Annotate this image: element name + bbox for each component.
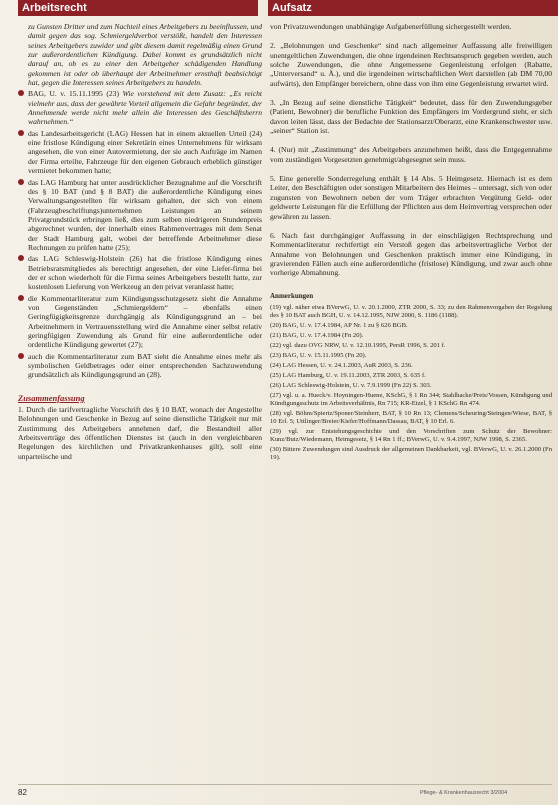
bullet-icon bbox=[18, 130, 24, 136]
footnote: (28) vgl. Böhm/Spiertz/Sponer/Steinherr, BAT, § 10 Rn 13; Clemens/Scheuring/Steingen/Wiese, BAT, § 10 Erl. 5; Uttlinger/Breier/Kiefer/Hoffmann/Dassau, BAT, § 10 Erl. 6. bbox=[270, 409, 552, 425]
notes-heading: Anmerkungen bbox=[270, 291, 314, 300]
bullet-item bbox=[18, 178, 262, 253]
intro-paragraph: zu Gunsten Dritter und zum Nachteil eines Arbeitgebers zu beeinflussen, und damit gegen das sog. Schmiergeldverbot verstößt, handelt den Interessen seines Arbeitgebers zuwider und gibt diesem damit regelmäßig einen Grund zur außerordentlichen Kündigung. Dabei kommt es grundsätzlich nicht darauf an, ob es zu einer den Arbeitgeber schädigenden Handlung gekommen ist oder ob überhaupt der Arbeitnehmer ernsthaft beabsichtigt hat, gegen die Interessen seines Arbeitgebers zu handeln. bbox=[28, 22, 262, 88]
numbered-point: 2. „Belohnungen und Geschenke“ sind nach allgemeiner Auffassung alle freiwilligen unentgeltlichen Zuwendungen, die ohne irgendeinen Rechtsanspruch gegeben werden, auch solche Zuwendungen, die ohne Angemessene Gegenleistung erfolgen (Rabatte, „Unterversand“ u. Ä.), und die irgendeinen wirtschaftlichen Wert darstellen (ab DM 70,00 aufwärts), den Empfänger bereichern, ohne dass von ihm eine Gegenleistung erwartet wird. bbox=[270, 41, 552, 88]
footer-divider bbox=[18, 784, 552, 785]
numbered-point: 4. (Nur) mit „Zustimmung“ des Arbeitgebers anzunehmen heißt, dass die Entgegennahme vom zuständigen Vorgesetzten genehmigt/abgesegnet sein muss. bbox=[270, 145, 552, 164]
continuation-paragraph: von Privatzuwendungen unabhängige Aufgabenerfüllung sichergestellt werden. bbox=[270, 22, 512, 31]
bullet-text: auch die Kommentarliteratur zum BAT sieht die Annahme eines mehr als symbolischen Geldbetrages oder einer entsprechenden Sachzuwendung grundsätzlich als Kündigungsgrund an (28). bbox=[28, 351, 262, 380]
numbered-point: 6. Nach fast durchgängiger Auffassung in der einschlägigen Rechtsprechung und Kommentarliteratur rechtfertigt ein Verstoß gegen das arbeitsvertragliche Verbot der Annahme von Belohnungen und Geschenken praktisch immer eine Kündigung, in gravierenden Fällen auch eine außerordentliche (fristlose) Kündigung, und zwar auch ohne vorherige Abmahnung. bbox=[270, 230, 552, 278]
footnote: (26) LAG Schleswig-Holstein, U. v. 7.9.1999 (Fn 22) S. 303. bbox=[270, 381, 432, 389]
footnote: (25) LAG Hamburg, U. v. 19.11.2003, ZTR 2003, S. 635 f. bbox=[270, 371, 426, 379]
bullet-text: das LAG Schleswig-Holstein (26) hat die fristlose Kündigung eines Betriebsratsmitgliedes als berechtigt angesehen, der eine Liefer-firma bei der er schon wiederholt für die Firma seines Arbeitgebers bestellt hatte, zur kostenlosen Lieferung von Werkzeug an den privat veranlasst hatte; bbox=[28, 254, 262, 292]
right-column bbox=[270, 22, 552, 462]
summary-paragraph: 1. Durch die tarifvertragliche Vorschrift des § 10 BAT, wonach der Angestellte Belohnungen und Geschenke in Bezug auf seine dienstliche Tätigkeit nur mit Zustimmung des Arbeitgebers annehmen darf, die Bestandteil aller Arbeitsverträge des öffentlichen Dienstes ist (auch in den vergleichbaren Regelungen des kirchlichen und Privatkrankenhauses gilt), soll eine unparteiische und bbox=[18, 405, 262, 461]
footnote: (24) LAG Hessen, U. v. 24.1.2003, AuR 2003, S. 236. bbox=[270, 361, 413, 369]
bullet-icon bbox=[18, 90, 24, 96]
bullet-icon bbox=[18, 353, 24, 359]
footnote: (23) BAG, U. v. 15.11.1995 (Fn 20). bbox=[270, 351, 367, 359]
footnote: (30) Bittere Zuwendungen sind Ausdruck der allgemeinen Dankbarkeit, vgl. BVerwG, U. v. 26.1.2000 (Fn 19). bbox=[270, 445, 552, 461]
footnote: (21) BAG, U. v. 17.4.1984 (Fn 20). bbox=[270, 331, 364, 339]
section-label: Arbeitsrecht bbox=[18, 0, 258, 16]
bullet-icon bbox=[18, 179, 24, 185]
article-type-label: Aufsatz bbox=[268, 0, 558, 16]
numbered-point: 5. Eine generelle Sonderregelung enthält § 14 Abs. 5 Heimgesetz. Hiernach ist es dem Leiter, den Beschäftigten oder sonstigen Mitarbeitern des Heimes – untersagt, sich von oder zugunsten von Bewohnern neben der vom Träger erbrachten Vergütung Geld- oder geldwerte Leistungen für die Erfüllung der Pflichten aus dem Heimvertrag versprechen oder gewähren zu lassen. bbox=[270, 174, 552, 221]
page-number: 82 bbox=[18, 788, 27, 797]
journal-source: Pflege- & Krankenhausrecht 3/2004 bbox=[420, 790, 508, 796]
bullet-text: die Kommentarliteratur zum Kündigungsschutzgesetz sieht die Annahme von Gegenständen „Schmiergeldern“ – ebenfalls einen Geringfügigkeitsgrenze durchgängig als Kündigungsgrund an – bei Arbeitnehmern in Vertrauensstellung wird die Annahme einer selbst relativ geringfügigen Zuwendung als Grund für eine außerordentliche oder ordentliche Kündigung gewertet (27); bbox=[28, 293, 262, 350]
bullet-item bbox=[18, 352, 262, 380]
footnote: (27) vgl. u. a. Hueck/v. Hoyningen-Huene, KSchG, § 1 Rn 344; Stahlhacke/Preis/Vossen, Kündigung und Kündigungsschutz im Arbeitsverhältnis, Rn 715; KR-Etzel, § 1 KSchG Rn 474. bbox=[270, 391, 552, 407]
bullet-icon bbox=[18, 255, 24, 261]
footnote: (29) vgl. zur Entstehungsgeschichte und den Vorschriften zum Schutz der Bewohner: Kunz/Butz/Wiedemann, Heimgesetz, § 14 Rn 1 ff.; BVerwG, U. v. 9.4.1997, NJW 1998, S. 2365. bbox=[270, 427, 552, 443]
footnote: (22) vgl. dazu OVG NRW, U. v. 12.10.1995, PersR 1996, S. 201 f. bbox=[270, 341, 446, 349]
left-column bbox=[18, 22, 262, 461]
bullet-text: das LAG Hamburg hat unter ausdrücklicher Bezugnahme auf die Vorschrift des § 10 BAT (und § 8 BAT) die außerordentliche Kündigung eines Verwaltungsangestellten für wirksam gehalten, der sich von einem (Fahrzeugbeschriftungs)unternehmen Leistungen an seinem Privatgrundstück erbringen ließ, dies zum selben niedrigeren Stundenpreis abgerechnet wurden, der innerhalb eines Rahmenvertrages mit dem Senat der Stadt Hamburg galt, wobei der betreffende Arbeitnehmer diese Rechnungen zu prüfen hatte (25); bbox=[28, 177, 262, 252]
bullet-text: BAG, U. v. 15.11.1995 bbox=[28, 89, 103, 99]
bullet-text: das Landesarbeitsgericht (LAG) Hessen hat in einem aktuellen Urteil (24) eine fristlose Kündigung einer Sekretärin eines Unternehmens für wirksam angesehen, die von einer Autovermietung, der sie auch Aufträge im Namen der Firma erteilte, Fahrzeuge für den eigenen Gebrauch erheblich günstiger vermietet bekommen hatte; bbox=[28, 128, 262, 176]
footnote: (20) BAG, U. v. 17.4.1984, AP Nr. 1 zu § 626 BGB. bbox=[270, 321, 408, 329]
numbered-point: 3. „In Bezug auf seine dienstliche Tätigkeit“ bedeutet, dass für den Zuwendungsgeber (Patient, Bewohner) die berufliche Funktion des Empfängers im Vordergrund steht, er sich davon leiten lässt, dass der Bedachte der Stationsarzt/Oberarzt, eine Krankenschwester usw. „seiner“ Station ist. bbox=[270, 98, 552, 136]
bullet-icon bbox=[18, 295, 24, 301]
bullet-ref: (23) bbox=[106, 89, 119, 99]
bullet-item bbox=[18, 294, 262, 350]
bullet-item bbox=[18, 129, 262, 176]
summary-heading: Zusammenfassung bbox=[18, 392, 85, 403]
footnote: (19) vgl. näher etwa BVerwG, U. v. 20.1.2000, ZTR 2000, S. 33; zu den Rahmenvorgaben der Regelung des § 10 BAT auch BGH, U. v. 14.12.1995, NJW 2000, S. 1186 (1188). bbox=[270, 303, 552, 319]
bullet-item bbox=[18, 89, 262, 126]
page-header bbox=[0, 0, 558, 18]
bullet-tail: Wie vorstehend mit dem Zusatz: „Es reicht vielmehr aus, dass der gewährte Vorteil allgemein die Gefahr begründet, der Annehmende werde nicht mehr allein die Interessen des Geschäftsherrn wahrnehmen.“ bbox=[28, 89, 262, 127]
bullet-item bbox=[18, 254, 262, 291]
